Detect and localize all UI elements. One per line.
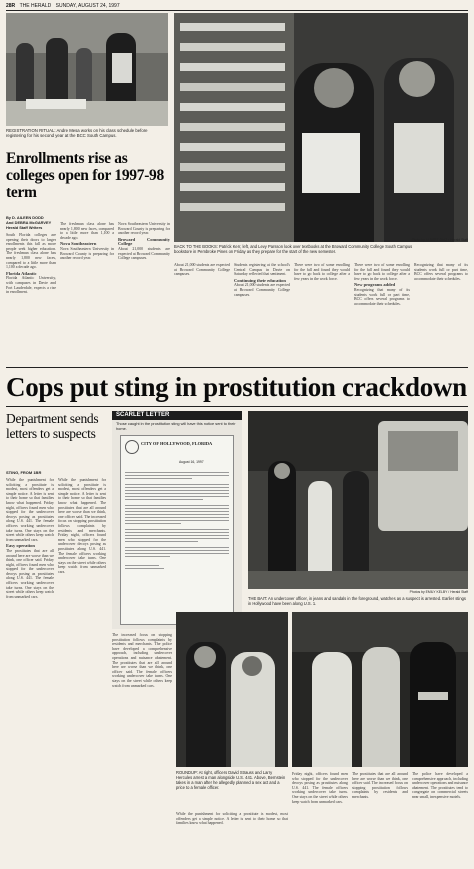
header-day: SUNDAY, [55, 3, 77, 9]
bookstore-photo [174, 13, 468, 242]
sting-snippet-1: Friday night, officers found men who stopped for the undercover decoys posing as prostitutes along U.S. 441. [6, 500, 54, 524]
header-date: AUGUST 24, 1997 [78, 3, 120, 9]
top-body-snippet-0: South Florida colleges are opening their doors to larger enrollments this fall as more people seek higher education. [6, 233, 56, 251]
top-body-col-6 [294, 263, 350, 363]
top-body-col-1 [6, 233, 56, 363]
roundup-caption: ROUNDUP: At right, officers David Strauss and Larry Hercules arrest a man alongside U.S. 441. Above, Bernstein takes in a man after he allegedly planned a sex act and a price to a female officer. [176, 770, 286, 790]
sting-snippet-5: The police have developed a comprehensive approach, including undercover operations and nuisance abatement. [112, 642, 172, 660]
sting-snippet-4: The increased focus on stopping prostitution follows complaints by residents and merchants. [58, 514, 106, 533]
sting-snippet-3d: The prostitutes that are all around here are worse than we think, one officer said. [352, 772, 408, 786]
sting-body-col-3b [176, 812, 288, 863]
subhead-bcc: Broward Community College [118, 236, 170, 247]
sting-snippet-1b: Friday night, officers found men who stopped for the undercover decoys posing as prostitutes along U.S. 441. [6, 558, 54, 581]
sting-snippet-0b: While the punishment for soliciting a prostitute is modest, most offenders get a simple notice. A letter is sent to their home so that families know what happened. [58, 478, 106, 505]
document-seal-icon [125, 440, 139, 454]
registration-photo [6, 13, 168, 126]
top-body-snippet-6: There were two of some enrolling for the fall and found they would have to go back to college after a few years in the work force. [294, 263, 350, 281]
sting-body-col-3 [112, 633, 172, 863]
paper-name: THE HERALD [19, 3, 52, 9]
subhead-continuing: Continuing their education [234, 277, 286, 283]
bait-caption: THE BAIT: An undercover officer, in jeans and sandals in the foreground, watches as a suspect is arrested. Earlier stings in Hollywood have been along U.S. 1. [248, 596, 466, 606]
bookstore-caption: BACK TO THE BOOKS: Patrick Kerr, left, and Levy Parsson look over textbooks at the Broward Community College South Campus bookstore in Pembroke Pines on Friday as they prepare for the start of the new semester. [174, 244, 413, 254]
sting-snippet-0: While the punishment for soliciting a prostitute is modest, most offenders get a simple notice. A letter is sent to their home so that families know what happened. [6, 478, 54, 505]
sting-body-col-1 [6, 478, 54, 863]
sting-deck: Department sends letters to suspects [6, 411, 99, 441]
top-body-col-5 [234, 263, 290, 363]
sting-snippet-4b: The increased focus on stopping prostitution follows complaints by residents and merchants. [112, 633, 172, 647]
roundup-photo-right [292, 612, 468, 767]
page-number: 28R [6, 3, 16, 9]
sting-snippet-2d: The female officers working undercover take turns. One stays on the street while others keep watch from unmarked cars. [112, 669, 172, 688]
top-story-headline: Enrollments rise as colleges open for 1997-98 term [6, 150, 164, 201]
subhead-florida-atlantic: Florida Atlantic [6, 270, 37, 276]
section-rule [6, 367, 468, 368]
top-body-snippet-5b: About 21,000 students are expected at Broward Community College campuses. [234, 283, 290, 297]
document-date: August 16, 1997 [179, 460, 204, 464]
bookstore-photo-credit: Photo by ALBERT DIAZ / Herald Staff [411, 238, 468, 242]
top-story-byline: By D. AILEEN DODD And DEBRA McGARVEY Herald Staff Writers [6, 215, 52, 230]
sting-snippet-4c: The increased focus on stopping prostitution follows complaints by residents and merchants. [352, 781, 408, 799]
sting-body-col-6 [352, 772, 408, 863]
scarlet-letter-title: SCARLET LETTER [112, 411, 242, 420]
sting-snippet-3: The prostitutes that are all around here are worse than we think, one officer said. [6, 548, 54, 563]
subhead-easy-operation: Easy operation [6, 543, 35, 549]
top-body-snippet-4b: About 21,000 students are expected at Broward Community College campuses. [174, 263, 230, 277]
sting-headline: Cops put sting in prostitution crackdown [6, 372, 467, 402]
sting-byline: STING, FROM 1BR [6, 470, 42, 475]
sting-body-col-7 [412, 772, 468, 863]
sting-snippet-6c: The prostitutes tend to congregate on commercial streets near small, inexpensive motels. [412, 785, 468, 799]
bait-photo [248, 411, 468, 589]
top-body-snippet-6b: There were two of some enrolling for the fall and found they would have to go back to college after a few years in the work force. [354, 263, 410, 281]
scarlet-letter-text: Those caught in the prostitution sting will have this notice sent to their home. [116, 421, 236, 431]
sting-snippet-3b: The prostitutes that are all around here are worse than we think, one officer said. [58, 500, 106, 519]
top-body-col-3 [118, 222, 170, 363]
top-body-snippet-7: Recognizing that many of its students work full or part time, BCC offers several programs to accommodate their schedules. [354, 287, 410, 306]
roundup-photo-left [176, 612, 288, 767]
top-body-col-4 [174, 263, 230, 363]
sting-snippet-2c: The female officers working undercover take turns. One stays on the street while others keep watch from unmarked cars. [58, 551, 106, 574]
subhead-nova-southeastern: Nova Southeastern [60, 241, 97, 247]
sting-body-col-5 [292, 772, 348, 863]
subhead-new-programs: New programs added [354, 282, 396, 288]
notice-document [120, 435, 234, 625]
top-body-snippet-7b: Recognizing that many of its students work full or part time, BCC offers several programs to accommodate their schedules. [414, 263, 468, 281]
top-body-snippet-3b: Nova Southeastern University in Broward County is preparing for another record year. [118, 222, 170, 236]
top-body-col-2 [60, 222, 114, 363]
top-body-snippet-3-intro: The freshman class alone has nearly 1,800 new faces, compared to a little more than 1,100 a decade ago. [60, 222, 114, 240]
sting-snippet-2b: The female officers working undercover take turns. One stays on the street while others keep watch from unmarked cars. [6, 576, 54, 599]
header-rule [6, 10, 468, 11]
registration-caption: REGISTRATION RITUAL: Andre Mesa works on his class schedule before registering for his second year at the BCC South Campus. [6, 128, 148, 138]
sting-body-col-2 [58, 478, 106, 863]
document-header: CITY OF HOLLYWOOD, FLORIDA [141, 441, 213, 446]
sting-snippet-2: The female officers working undercover take turns. One stays on the street while others keep watch from unmarked cars. [6, 519, 54, 542]
bait-photo-credit: Photos by EMILY KELBY / Herald Staff [409, 590, 468, 594]
top-body-snippet-3: Nova Southeastern University in Broward County is preparing for another record year. [60, 246, 114, 261]
sting-snippet-1c: Friday night, officers found men who stopped for the undercover decoys posing as prostitutes along U.S. 441. [58, 533, 106, 551]
sting-snippet-5c: The police have developed a comprehensive approach, including undercover operations and nuisance abatement. [412, 772, 468, 790]
top-body-snippet-2: Florida Atlantic University, with campuses in Davie and Fort Lauderdale, expects a rise in enrollment. [6, 276, 56, 295]
page-header [6, 2, 468, 10]
top-body-snippet-1: The freshman class alone has nearly 1,800 new faces, compared to a little more than 1,100 a decade ago. [6, 251, 56, 270]
sting-snippet-3c: The prostitutes that are all around here are worse than we think, one officer said. [112, 660, 172, 674]
scarlet-letter-sidebar [112, 411, 242, 629]
top-body-col-8 [414, 263, 468, 363]
sting-headline-rule [6, 406, 468, 407]
sting-snippet-0d: While the punishment for soliciting a prostitute is modest, most offenders get a simple notice. A letter is sent to their home so that families know what happened. [176, 812, 288, 826]
top-body-col-7 [354, 263, 410, 363]
top-body-snippet-4: About 21,000 students are expected at Broward Community College campuses. [118, 246, 170, 261]
sting-snippet-2e: The female officers working undercover take turns. One stays on the street while others keep watch from unmarked cars. [292, 785, 348, 804]
top-body-snippet-5: Students registering at the school's Central Campus in Davie on Saturday reflected that sentiment. [234, 263, 290, 277]
sting-snippet-1d: Friday night, officers found men who stopped for the undercover decoys posing as prostitutes along U.S. 441. [292, 772, 348, 790]
